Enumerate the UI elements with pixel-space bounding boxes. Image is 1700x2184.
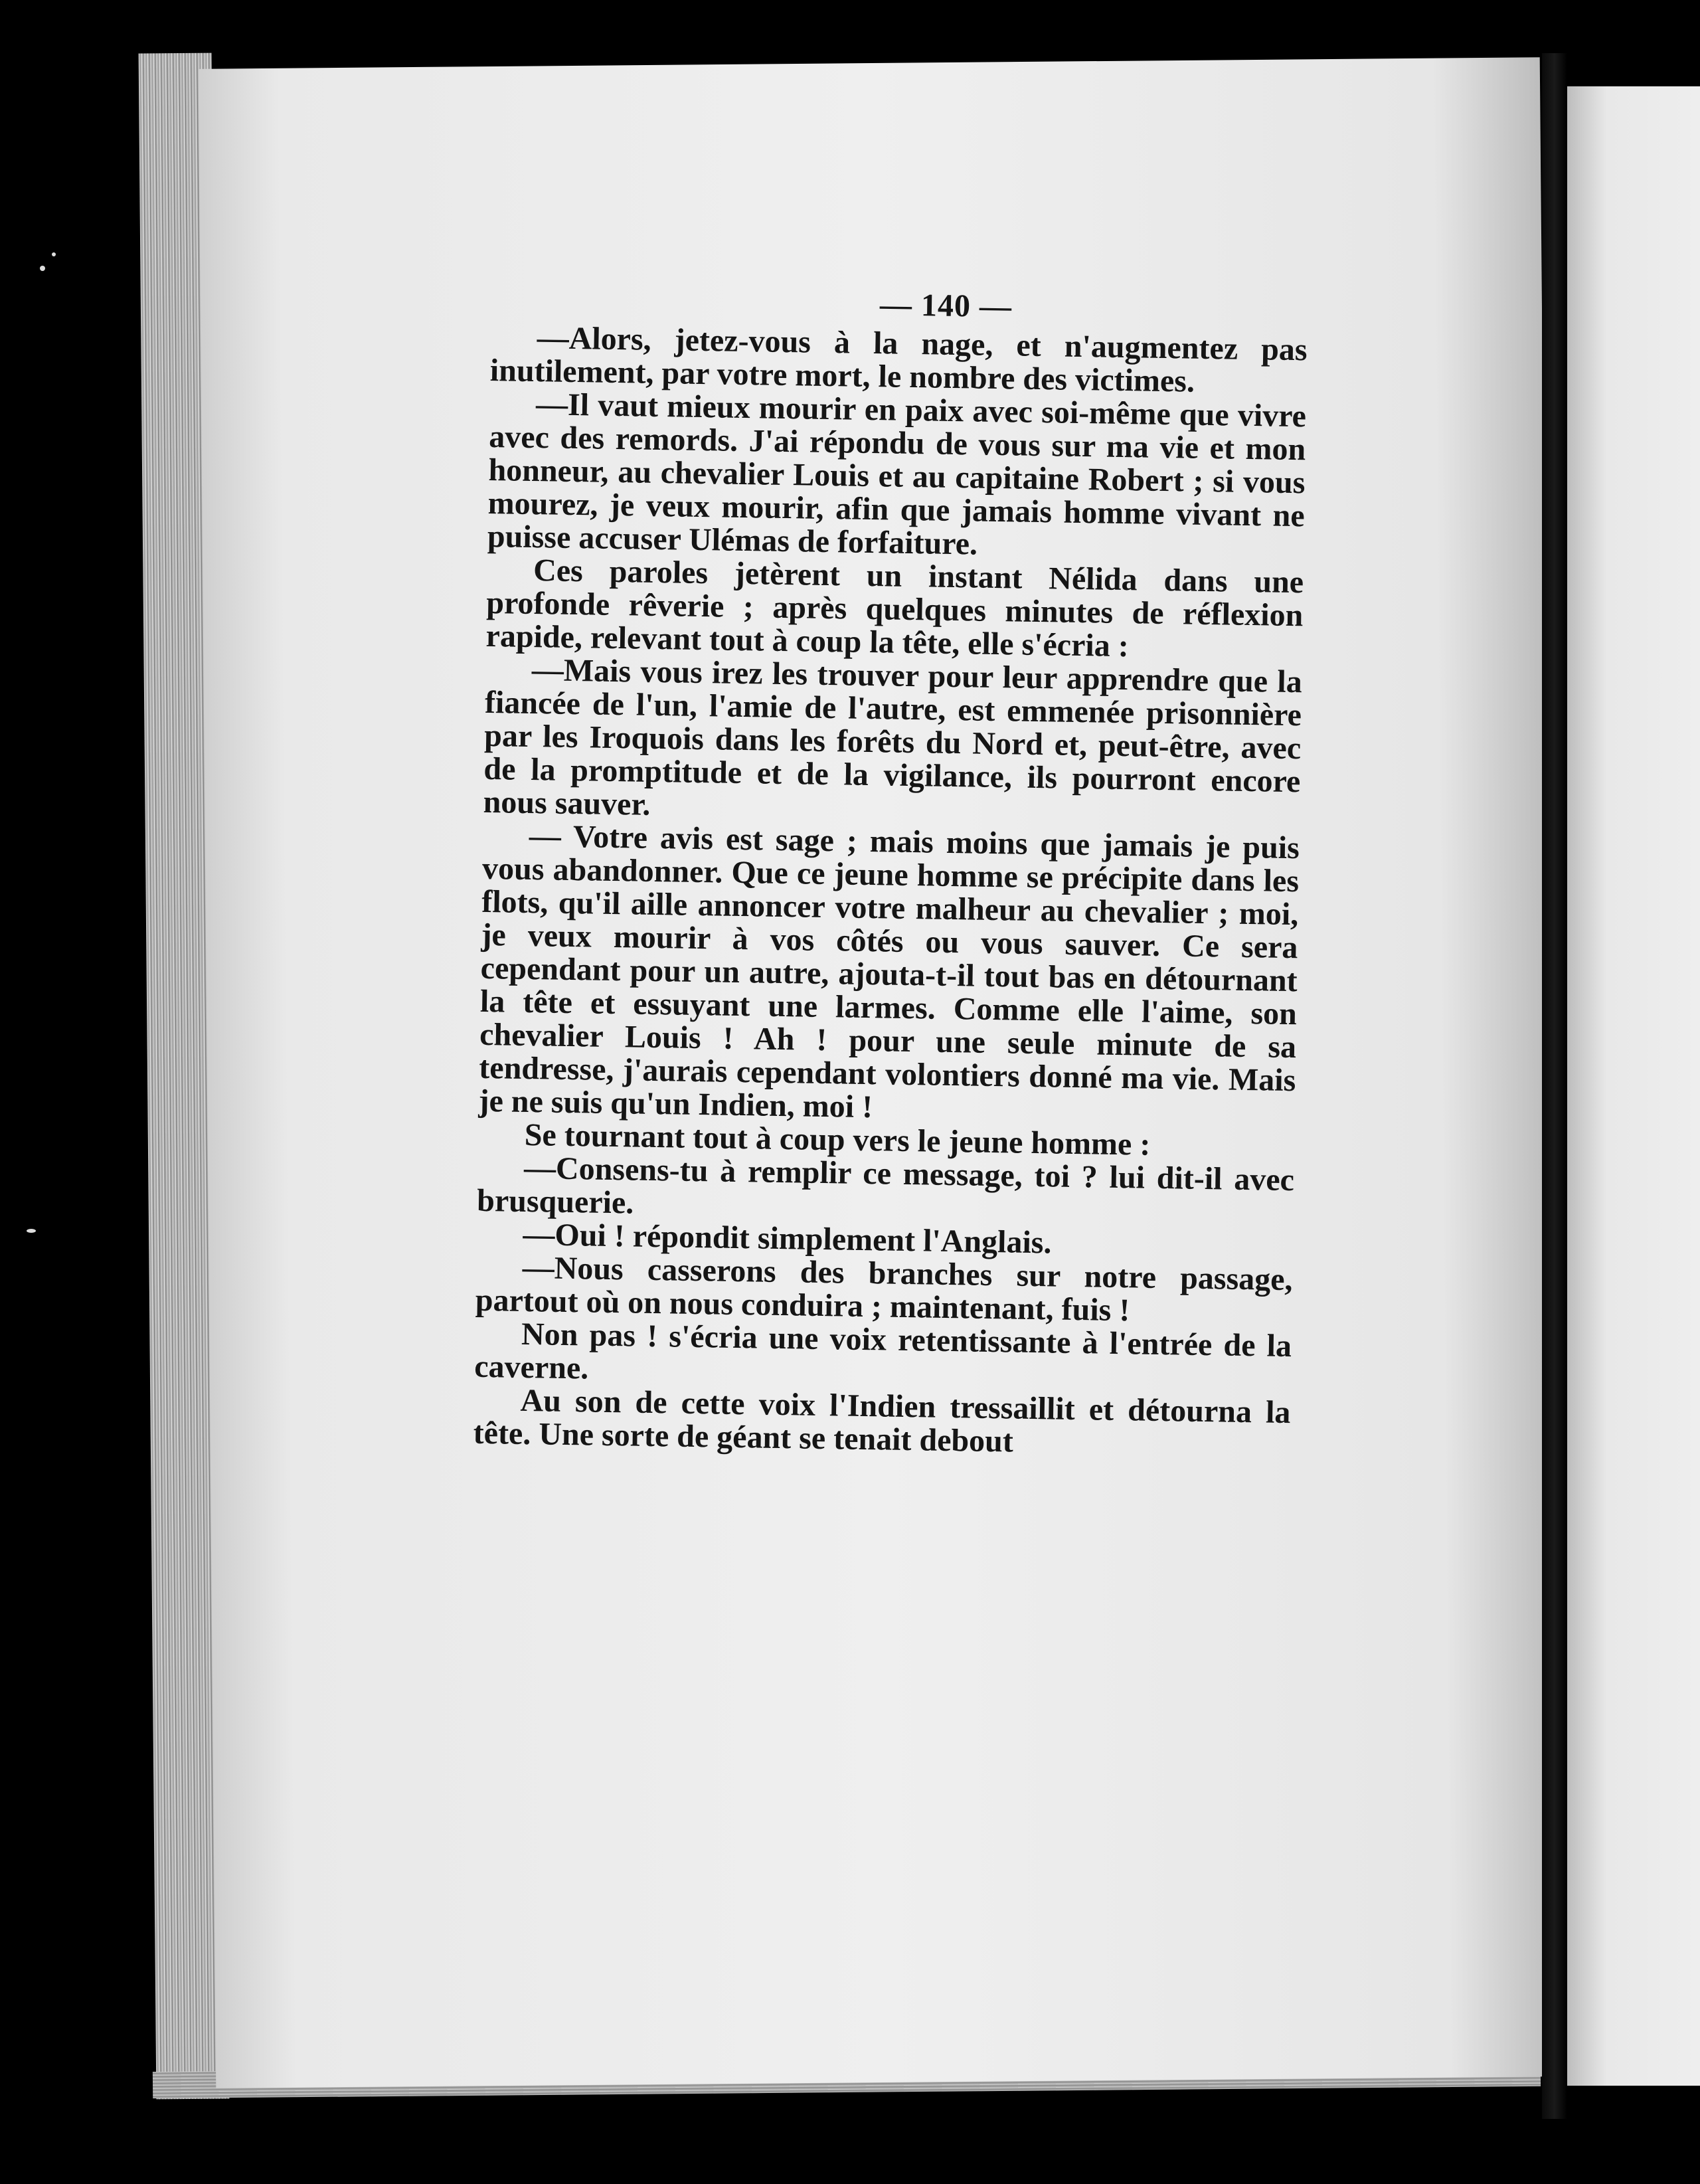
- paragraph: Non pas ! s'écria une voix retentissante à l'entrée de la caverne.: [473, 1316, 1292, 1386]
- paragraph: —Mais vous irez les trouver pour leur apprendre que la fiancée de l'un, l'amie de l'autre, est emmenée prisonnière par les Iroquois dans les forêts du Nord et, peut-être, avec de la promptitude et de la vigilance, ils pourront encore nous sauver.: [483, 652, 1303, 822]
- paragraph: —Consens-tu à remplir ce message, toi ? lui dit-il avec brusquerie.: [476, 1150, 1295, 1221]
- dust-speck: [52, 252, 56, 256]
- page-text: [473, 282, 1308, 1463]
- paragraph: Se tournant tout à coup vers le jeune homme :: [524, 1117, 1151, 1162]
- page-number: — 140 —: [879, 287, 1013, 325]
- paragraph: Ces paroles jetèrent un instant Nélida dans une profonde rêverie ; après quelques minutes de réflexion rapide, relevant tout à coup la tête, elle s'écria :: [485, 553, 1304, 664]
- book-gutter: [1542, 53, 1567, 2119]
- adjacent-page: [1567, 86, 1700, 2086]
- dust-speck: [27, 1229, 36, 1233]
- paragraph: — Votre avis est sage ; mais moins que jamais je puis vous abandonner. Que ce jeune homme se précipite dans les flots, qu'il aille annoncer votre malheur au chevalier ; moi, je veux mourir à vos côtés ou vous sauver. Ce sera cependant pour un autre, ajouta-t-il tout bas en détournant la tête et essuyant une larmes. Comme elle l'aime, son chevalier Louis ! Ah ! pour une seule minute de sa tendresse, j'aurais cependant volontiers donné ma vie. Mais je ne suis qu'un Indien, moi !: [478, 818, 1300, 1125]
- paragraph: —Nous casserons des branches sur notre passage, partout où on nous conduira ; maintenant, fuis !: [475, 1249, 1293, 1328]
- dust-speck: [40, 266, 45, 271]
- paragraph: Au son de cette voix l'Indien tressaillit et détourna la tête. Une sorte de géant se tenait debout: [473, 1382, 1291, 1459]
- paragraph: —Alors, jetez-vous à la nage, et n'augmentez pas inutilement, par votre mort, le nombre des victimes.: [489, 320, 1308, 399]
- paragraph: —Il vaut mieux mourir en paix avec soi-même que vivre avec des remords. J'ai répondu de vous sur ma vie et mon honneur, au chevalier Louis et au capitaine Robert ; si vous mourez, je veux mourir, afin que jamais homme vivant ne puisse accuser Ulémas de forfaiture.: [487, 387, 1307, 562]
- paragraph: —Oui ! répondit simplement l'Anglais.: [523, 1216, 1052, 1261]
